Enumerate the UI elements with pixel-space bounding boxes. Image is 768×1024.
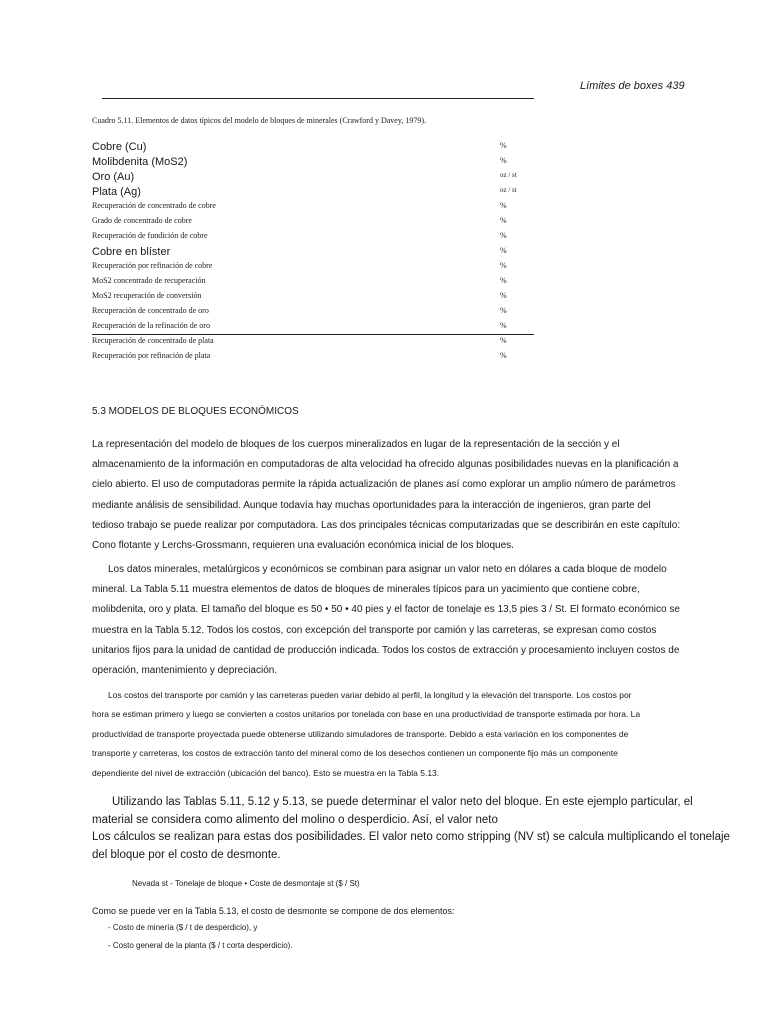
text-line: Los datos minerales, metalúrgicos y económicos se combinan para asignar un valor neto en dólares a cada bloque de modelo — [108, 564, 667, 575]
paragraph-4 — [92, 794, 730, 864]
text-line: muestra en la Tabla 5.12. Todos los costos, con excepción del transporte por camión y las carreteras, se expresan como costos — [92, 624, 657, 636]
bullet-item: - Costo de minería ($ / t de desperdicio), y — [108, 923, 258, 932]
row-unit: % — [500, 321, 507, 330]
row-label: Recuperación de concentrado de cobre — [92, 201, 216, 210]
text-line: mediante análisis de sensibilidad. Aunque todavía hay muchas oportunidades para la interacción de ingenieros, gran parte del — [92, 499, 651, 511]
row-label: Cobre en blíster — [92, 246, 171, 258]
table-row — [92, 231, 522, 246]
row-unit: oz / st — [500, 186, 517, 194]
text-line: del bloque por el costo de desmonte. — [92, 848, 281, 861]
row-unit: % — [500, 231, 507, 240]
text-line: Utilizando las Tablas 5.11, 5.12 y 5.13, se puede determinar el valor neto del bloque. En este ejemplo particular, el — [112, 796, 693, 808]
text-line: hora se estiman primero y luego se convierten a costos unitarios por tonelada con base en una productividad de transporte estimada por hora. La — [92, 709, 641, 720]
row-label: Oro (Au) — [92, 171, 135, 183]
row-unit: % — [500, 276, 507, 285]
row-label: Grado de concentrado de cobre — [92, 216, 192, 225]
row-unit: % — [500, 141, 507, 150]
row-unit: % — [500, 291, 507, 300]
section-heading: 5.3 MODELOS DE BLOQUES ECONÓMICOS — [92, 406, 299, 417]
row-unit: % — [500, 201, 507, 210]
row-label: Recuperación de la refinación de oro — [92, 321, 210, 330]
row-label: Recuperación de concentrado de oro — [92, 306, 209, 315]
text-line: cielo abierto. El uso de computadoras permite la rápida actualización de planes así como explorar un amplio número de parámetros — [92, 479, 676, 491]
table-row — [92, 201, 522, 216]
text-line: Cono flotante y Lerchs-Grossmann, requieren una evaluación económica inicial de los bloques. — [92, 539, 514, 551]
row-label: MoS2 concentrado de recuperación — [92, 276, 206, 285]
row-unit: % — [500, 246, 507, 255]
row-label: Molibdenita (MoS2) — [92, 156, 188, 168]
row-unit: % — [500, 261, 507, 270]
table-row — [92, 216, 522, 231]
formula: Nevada st - Tonelaje de bloque • Coste de desmontaje st ($ / St) — [132, 879, 360, 888]
paragraph-1 — [92, 435, 697, 556]
table-row — [92, 246, 522, 261]
table-rule — [92, 334, 534, 335]
paragraph-3 — [92, 686, 697, 783]
text-line: La representación del modelo de bloques de los cuerpos mineralizados en lugar de la representación de la sección y el — [92, 439, 620, 450]
text-line: tedioso trabajo se puede realizar por computadora. Las dos principales técnicas computarizadas que se describirán en este capítulo: — [92, 519, 681, 531]
running-header: Límites de boxes 439 — [580, 80, 685, 92]
text-line: productividad de transporte proyectada puede obtenerse utilizando simuladores de transporte. Debido a esta variación en los componentes de — [92, 728, 629, 739]
table-row — [92, 306, 522, 321]
text-line: Los costos del transporte por camión y las carreteras pueden variar debido al perfil, la longitud y la elevación del transporte. Los costos por — [108, 690, 632, 700]
text-line: almacenamiento de la información en computadoras de alta velocidad ha ofrecido algunas posibilidades nuevas en la planificación a — [92, 459, 679, 471]
header-rule — [102, 98, 534, 99]
text-line: molibdenita, oro y plata. El tamaño del bloque es 50 • 50 • 40 pies y el factor de tonelaje es 13,5 pies 3 / St. El formato económico se — [92, 604, 680, 616]
row-label: Plata (Ag) — [92, 186, 141, 198]
text-line: Los cálculos se realizan para estas dos posibilidades. El valor neto como stripping (NV st) se calcula multiplicando el tonelaje — [92, 831, 730, 843]
row-label: Recuperación de concentrado de plata — [92, 336, 214, 345]
paragraph-5: Como se puede ver en la Tabla 5.13, el costo de desmonte se compone de dos elementos: — [92, 906, 455, 916]
text-line: mineral. La Tabla 5.11 muestra elementos de datos de bloques de minerales típicos para un yacimiento que contiene cobre, — [92, 584, 640, 596]
row-label: MoS2 recuperación de conversión — [92, 291, 202, 300]
row-unit: % — [500, 351, 507, 360]
text-line: unitarios fijos para la unidad de cantidad de producción indicada. Todos los costos de extracción y procesamiento incluyen costos de — [92, 644, 680, 656]
table-row — [92, 336, 522, 351]
table-row — [92, 186, 522, 201]
row-label: Recuperación por refinación de cobre — [92, 261, 213, 270]
paragraph-2 — [92, 560, 697, 681]
text-line: material se considera como alimento del molino o desperdicio. Así, el valor neto — [92, 813, 498, 826]
row-unit: % — [500, 216, 507, 225]
row-label: Recuperación por refinación de plata — [92, 351, 211, 360]
table-row — [92, 156, 522, 171]
table-row — [92, 351, 522, 366]
table-caption: Cuadro 5.11. Elementos de datos típicos del modelo de bloques de minerales (Crawford y Davey, 1979). — [92, 116, 426, 125]
text-line: transporte y carreteras, los costos de extracción tanto del mineral como de los desechos contienen un componente fijo más un componente — [92, 748, 618, 759]
row-unit: oz / st — [500, 171, 517, 179]
row-unit: % — [500, 336, 507, 345]
bullet-item: - Costo general de la planta ($ / t corta desperdicio). — [108, 941, 293, 950]
table-row — [92, 291, 522, 306]
table-row — [92, 171, 522, 186]
row-label: Cobre (Cu) — [92, 141, 147, 153]
text-line: dependiente del nivel de extracción (ubicación del banco). Esto se muestra en la Tabla 5.13. — [92, 767, 440, 778]
row-unit: % — [500, 156, 507, 165]
text-line: operación, mantenimiento y depreciación. — [92, 664, 278, 676]
table-row — [92, 261, 522, 276]
table-row — [92, 141, 522, 156]
row-label: Recuperación de fundición de cobre — [92, 231, 208, 240]
row-unit: % — [500, 306, 507, 315]
table-row — [92, 276, 522, 291]
